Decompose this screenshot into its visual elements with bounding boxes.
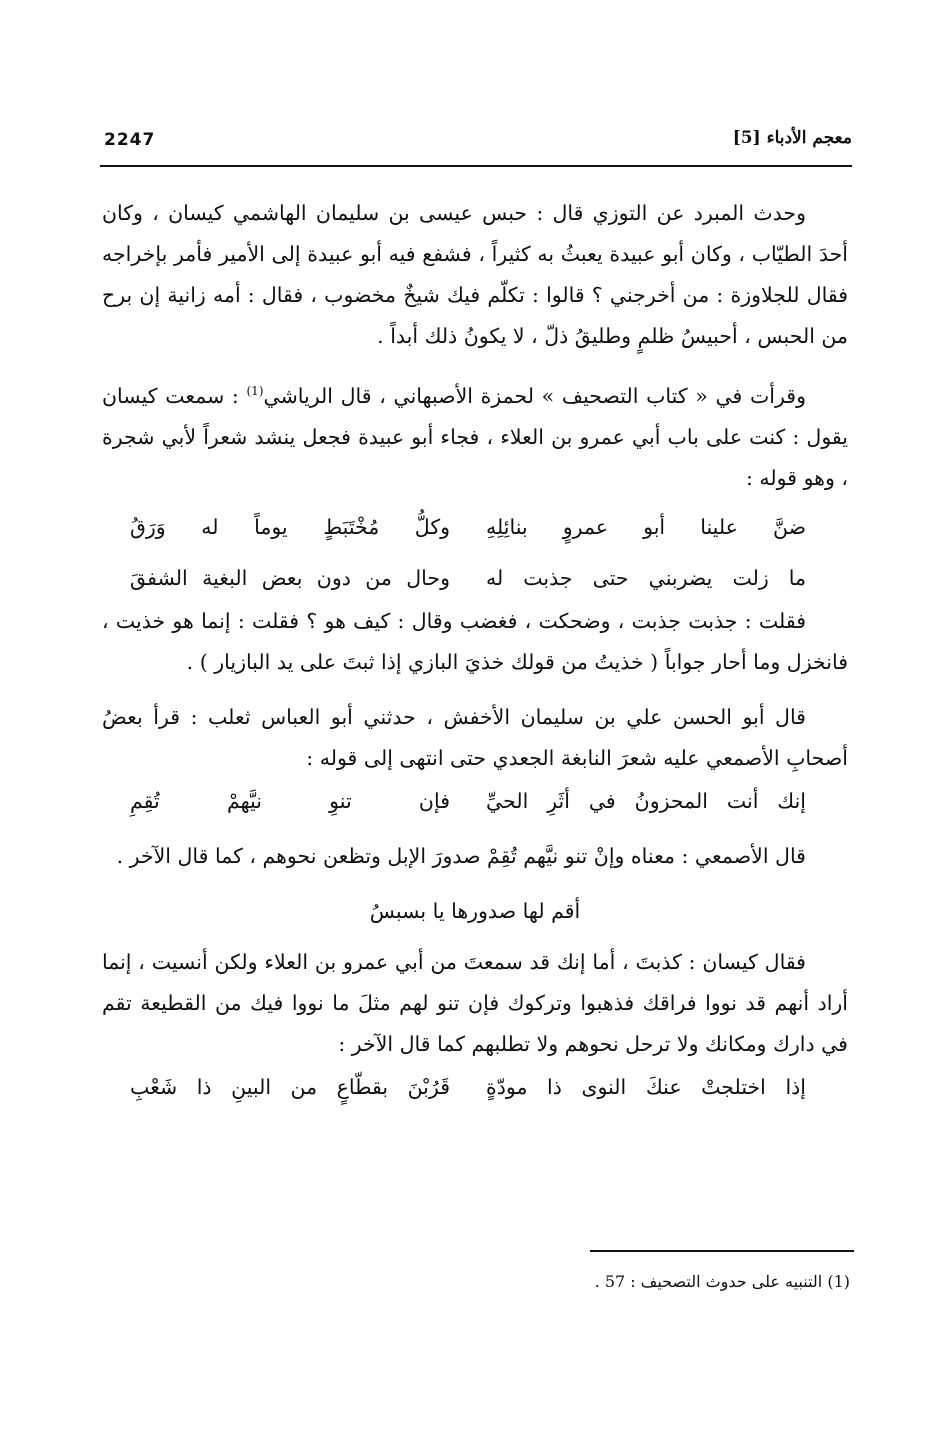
page-number: 2247: [104, 130, 156, 150]
verse-2: [102, 558, 848, 599]
footnote: (1) التنبيه على حدوث التصحيف : 57 .: [594, 1272, 850, 1291]
main-text: [102, 193, 848, 1110]
paragraph-2: [102, 371, 848, 499]
verse-1-second-hemistich: وكلُّ مُخْتَبَطٍ يوماً له وَرَقُ: [130, 514, 450, 539]
verse-1-first-hemistich: ضنَّ علينا أبو عمروٍ بنائِلِهِ: [486, 514, 806, 539]
verse-2-first-hemistich: ما زلت يضربني حتى جذبت له: [486, 565, 806, 590]
verse-3: [102, 781, 848, 822]
paragraph-4: قال أبو الحسن علي بن سليمان الأخفش ، حدثني أبو العباس ثعلب : قرأ بعضُ أصحابِ الأصمعي عليه شعرَ النابغة الجعدي حتى انتهى إلى قوله :: [102, 704, 848, 770]
page-header: [100, 126, 852, 160]
running-title: معجم الأدباء [5]: [732, 128, 852, 148]
verse-2-second-hemistich: وحال من دون بعض البغية الشفقَ: [130, 565, 450, 590]
paragraph-5: قال الأصمعي : معناه وإنْ تنو نيَّهم تُقِمْ صدورَ الإبل وتظعن نحوهم ، كما قال الآخر .: [116, 843, 806, 868]
paragraph-2-start: وقرأت في « كتاب التصحيف » لحمزة الأصبهاني ، قال الرياشي: [263, 383, 806, 408]
footnote-ref: (1): [246, 384, 264, 398]
paragraph-3: فقلت : جذبت جذبت ، وضحكت ، فغضب وقال : كيف هو ؟ فقلت : إنما هو خذيت ، فانخزل وما أحار جواباً ( خذيتُ من قولك خذيَ البازي إذا ثبتَ على يد البازيار ) .: [102, 608, 848, 674]
verse-4: أقم لها صدورها يا بسبسُ: [369, 898, 581, 923]
header-rule: [100, 165, 852, 167]
verse-5: [102, 1067, 848, 1108]
verse-3-first-hemistich: إنك أنت المحزونُ في أثَرِ الحيِّ: [486, 788, 806, 813]
footnote-rule: [590, 1250, 854, 1252]
paragraph-6: فقال كيسان : كذبتَ ، أما إنك قد سمعتَ من أبي عمرو بن العلاء ولكن أنسيت ، إنما أراد أنهم قد نووا فراقك فذهبوا وتركوك فإن تنو لهم مثلَ ما نووا فيك من القطيعة تقم في دارك ومكانك ولا ترحل نحوهم ولا تطلبهم كما قال الآخر :: [102, 949, 848, 1056]
verse-5-first-hemistich: إذا اختلجتْ عنكَ النوى ذا مودّةٍ: [486, 1074, 806, 1099]
verse-3-second-hemistich: فإن تنوِ نيَّهمْ تُقِمِ: [130, 788, 450, 813]
paragraph-2-end: : سمعت كيسان يقول : كنت على باب أبي عمرو بن العلاء ، فجاء أبو عبيدة فجعل ينشد شعراً لأبي شجرة ، وهو قوله :: [102, 383, 848, 490]
verse-5-second-hemistich: قَرُبْنَ بقطّاعٍ من البينِ ذا شَعْبِ: [130, 1074, 450, 1099]
verse-1: [102, 507, 848, 548]
paragraph-1: وحدث المبرد عن التوزي قال : حبس عيسى بن سليمان الهاشمي كيسان ، وكان أحدَ الطيّاب ، وكان أبو عبيدة يعبثُ به كثيراً ، فشفع فيه أبو عبيدة إلى الأمير فأمر بإخراجه فقال للجلاوزة : من أخرجني ؟ قالوا : تكلّم فيك شيخٌ مخضوب ، فقال : أمه زانية إن برح من الحبس ، أحبيسُ ظلمٍ وطليقُ ذلّ ، لا يكونُ ذلك أبداً .: [102, 201, 848, 348]
